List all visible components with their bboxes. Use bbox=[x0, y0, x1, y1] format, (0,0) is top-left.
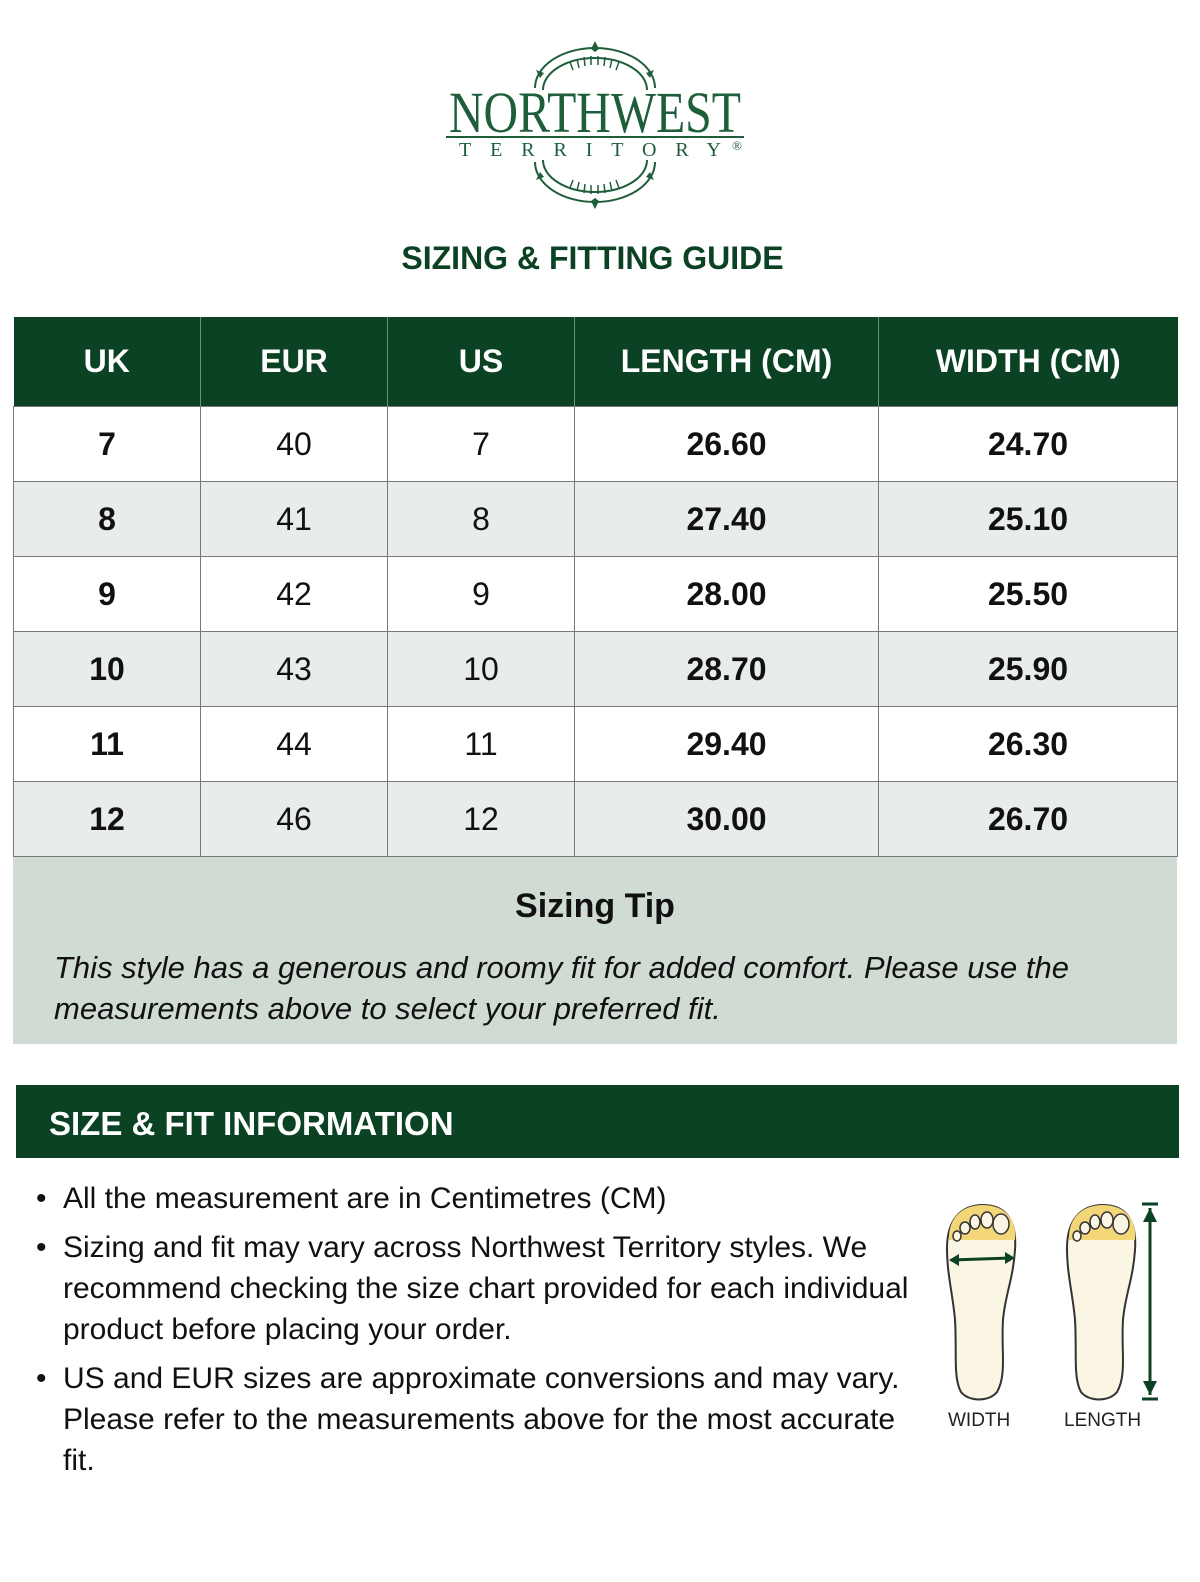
registered-mark: ® bbox=[732, 138, 742, 153]
list-item bbox=[36, 1178, 926, 1219]
cell-length: 28.00 bbox=[575, 557, 879, 632]
info-header-bar bbox=[16, 1085, 1179, 1158]
cell-eur: 41 bbox=[201, 482, 388, 557]
header-eur: EUR bbox=[201, 317, 388, 407]
brand-logo bbox=[440, 40, 750, 210]
foot-width-icon bbox=[947, 1205, 1015, 1400]
cell-eur: 46 bbox=[201, 782, 388, 857]
brand-subtitle: TERRITORY bbox=[459, 139, 721, 161]
cell-uk: 12 bbox=[14, 782, 201, 857]
bullet-icon: • bbox=[36, 1362, 47, 1395]
cell-length: 26.60 bbox=[575, 407, 879, 482]
cell-eur: 44 bbox=[201, 707, 388, 782]
cell-eur: 43 bbox=[201, 632, 388, 707]
info-title: SIZE & FIT INFORMATION bbox=[49, 1105, 454, 1142]
width-label: WIDTH bbox=[948, 1410, 1011, 1431]
cell-us: 10 bbox=[388, 632, 575, 707]
sizing-tip-heading: Sizing Tip bbox=[515, 887, 675, 925]
cell-uk: 10 bbox=[14, 632, 201, 707]
table-row bbox=[14, 782, 1178, 857]
brand-name: NORTHWEST bbox=[449, 80, 741, 145]
cell-width: 25.90 bbox=[879, 632, 1178, 707]
cell-uk: 11 bbox=[14, 707, 201, 782]
cell-length: 27.40 bbox=[575, 482, 879, 557]
cell-us: 8 bbox=[388, 482, 575, 557]
cell-us: 7 bbox=[388, 407, 575, 482]
table-row bbox=[14, 557, 1178, 632]
cell-uk: 9 bbox=[14, 557, 201, 632]
table-row bbox=[14, 632, 1178, 707]
size-table bbox=[13, 317, 1178, 857]
cell-width: 25.10 bbox=[879, 482, 1178, 557]
cell-uk: 7 bbox=[14, 407, 201, 482]
cell-width: 26.30 bbox=[879, 707, 1178, 782]
cell-length: 28.70 bbox=[575, 632, 879, 707]
length-arrow-icon bbox=[1142, 1204, 1158, 1399]
list-item bbox=[36, 1227, 926, 1350]
sizing-tip-box bbox=[13, 857, 1177, 1044]
cell-width: 24.70 bbox=[879, 407, 1178, 482]
table-row bbox=[14, 707, 1178, 782]
cell-length: 30.00 bbox=[575, 782, 879, 857]
list-item bbox=[36, 1358, 926, 1481]
table-row bbox=[14, 407, 1178, 482]
table-row bbox=[14, 482, 1178, 557]
page-title: SIZING & FITTING GUIDE bbox=[401, 240, 784, 276]
header-uk: UK bbox=[14, 317, 201, 407]
info-list bbox=[36, 1178, 926, 1489]
bullet-icon: • bbox=[36, 1182, 47, 1215]
bullet-icon: • bbox=[36, 1231, 47, 1264]
list-item-text: All the measurement are in Centimetres (CM) bbox=[63, 1182, 667, 1215]
cell-eur: 40 bbox=[201, 407, 388, 482]
cell-eur: 42 bbox=[201, 557, 388, 632]
cell-uk: 8 bbox=[14, 482, 201, 557]
header-length: LENGTH (CM) bbox=[575, 317, 879, 407]
foot-length-icon bbox=[1067, 1205, 1135, 1400]
cell-us: 9 bbox=[388, 557, 575, 632]
header-us: US bbox=[388, 317, 575, 407]
cell-us: 12 bbox=[388, 782, 575, 857]
cell-length: 29.40 bbox=[575, 707, 879, 782]
length-label: LENGTH bbox=[1064, 1410, 1142, 1431]
cell-width: 25.50 bbox=[879, 557, 1178, 632]
sizing-tip-text: This style has a generous and roomy fit for added comfort. Please use the measurements above to select your preferred fit. bbox=[54, 950, 1069, 1026]
table-header-row bbox=[14, 317, 1178, 407]
foot-diagram bbox=[935, 1200, 1165, 1440]
cell-us: 11 bbox=[388, 707, 575, 782]
header-width: WIDTH (CM) bbox=[879, 317, 1178, 407]
list-item-text: Sizing and fit may vary across Northwest Territory styles. We recommend checking the size chart provided for each individual product before placing your order. bbox=[63, 1231, 909, 1346]
list-item-text: US and EUR sizes are approximate conversions and may vary. Please refer to the measurements above for the most accurate fit. bbox=[63, 1362, 900, 1477]
cell-width: 26.70 bbox=[879, 782, 1178, 857]
